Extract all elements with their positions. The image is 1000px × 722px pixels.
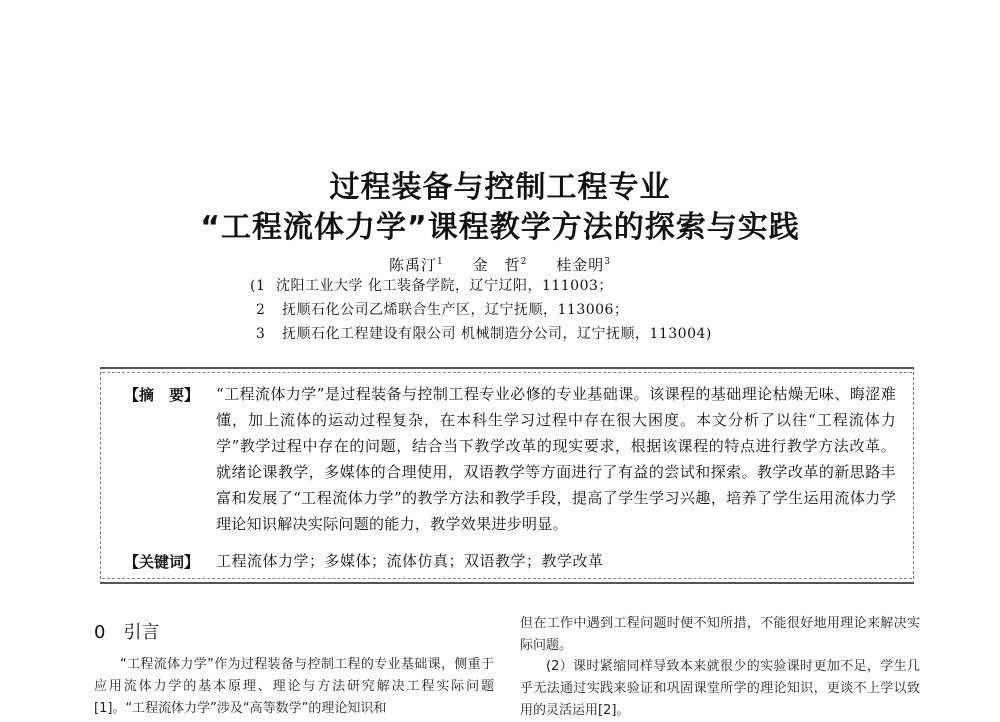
- paper-title-line2: “工程流体力学”课程教学方法的探索与实践: [200, 210, 800, 245]
- keywords-text: 工程流体力学；多媒体；流体仿真；双语教学；教学改革: [216, 552, 604, 570]
- affiliation-2: [256, 299, 628, 319]
- body-paragraph-right-1: 但在工作中遇到工程问题时便不知所措，不能很好地用理论来解决实际问题。: [520, 616, 920, 653]
- paper-title-line1: 过程装备与控制工程专业: [329, 170, 671, 205]
- author-sup: 2: [520, 257, 528, 267]
- author-sup: 1: [437, 257, 444, 267]
- author-name: 桂金明: [556, 256, 605, 274]
- author-sup: 3: [604, 257, 611, 267]
- affiliation-3: [256, 323, 712, 343]
- section-heading: 0 引言: [94, 622, 160, 643]
- affiliation-number: 2: [256, 302, 266, 318]
- affiliation-number: 3: [256, 326, 266, 342]
- body-paragraph-left: “工程流体力学”作为过程装备与控制工程的专业基础课，侧重于应用流体力学的基本原理、理论与方法研究解决工程实际问题[1]。“工程流体力学”涉及“高等数学”的理论知识和: [94, 657, 494, 716]
- author-list: [0, 254, 1000, 275]
- body-paragraph-right-2: (2）课时紧缩同样导致本来就很少的实验课时更加不足，学生几乎无法通过实践来验证和巩固课堂所学的理论知识，更谈不上学以致用的灵活运用[2]。: [520, 659, 920, 718]
- affiliation-1: [250, 275, 613, 295]
- abstract-label: 【摘 要】: [124, 386, 200, 404]
- affiliation-text: 抚顺石化工程建设有限公司 机械制造分公司，辽宁抚顺，113004): [282, 326, 712, 342]
- affiliation-text: 沈阳工业大学 化工装备学院，辽宁辽阳，111003；: [276, 278, 613, 294]
- author-name: 陈禹汀: [389, 256, 438, 274]
- author-name: 金 哲: [472, 256, 521, 274]
- keywords-label: 【关键词】: [124, 553, 200, 571]
- affiliation-text: 抚顺石化公司乙烯联合生产区，辽宁抚顺，113006；: [282, 302, 629, 318]
- abstract-text: “工程流体力学”是过程装备与控制工程专业必修的专业基础课。该课程的基础理论枯燥无味、晦涩难懂，加上流体的运动过程复杂，在本科生学习过程中存在很大困度。本文分析了以往“工程流体力学”教学过程中存在的问题，结合当下教学改革的现实要求，根据该课程的特点进行教学方法改革。就绪论课教学，多媒体的合理使用，双语教学等方面进行了有益的尝试和探索。教学改革的新思路丰富和发展了“工程流体力学”的教学方法和教学手段，提高了学生学习兴趣，培养了学生运用流体力学理论知识解决实际问题的能力，教学效果进步明显。: [216, 385, 896, 533]
- affiliation-number: (1: [250, 278, 266, 294]
